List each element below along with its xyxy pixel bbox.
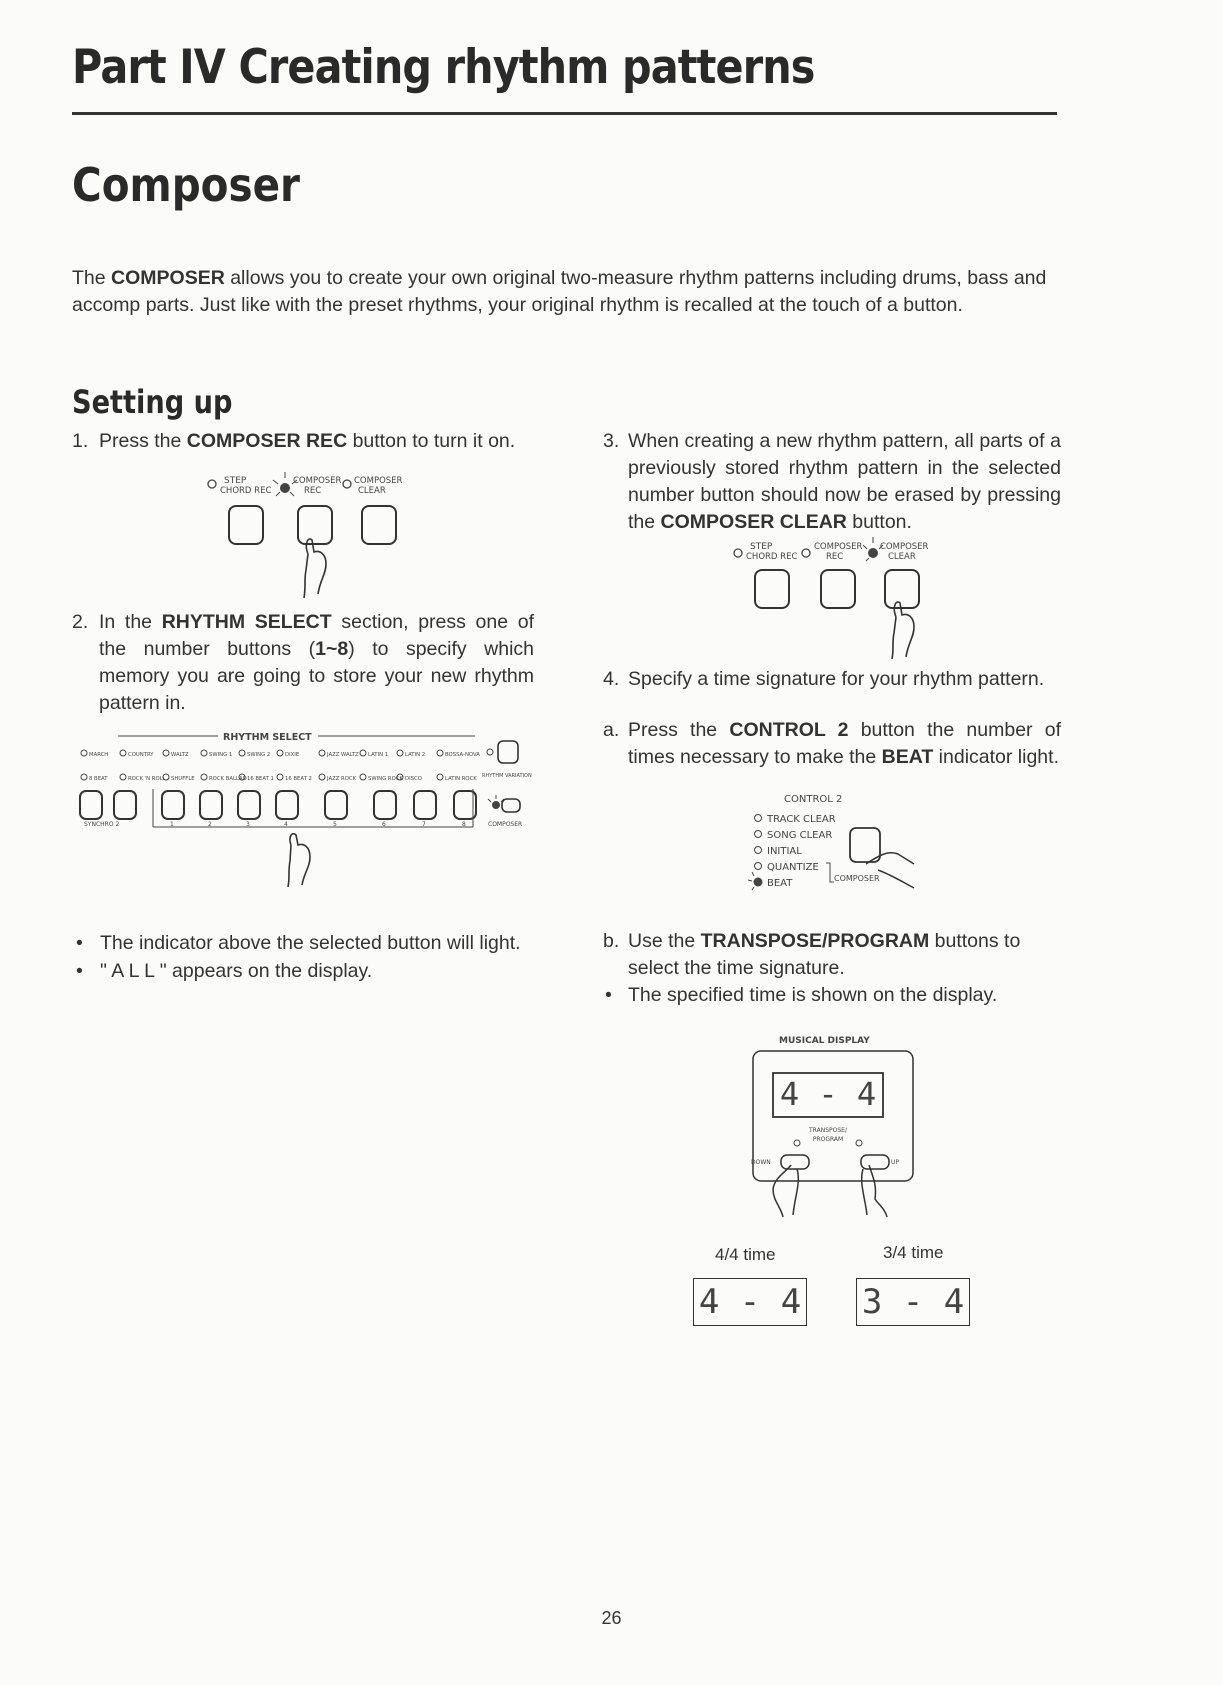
svg-text:SYNCHRO 2: SYNCHRO 2 xyxy=(84,821,120,828)
step-label: STEP xyxy=(224,476,247,486)
rec-label: REC xyxy=(304,486,322,496)
right-bullets xyxy=(603,982,1061,1008)
svg-text:DOWN: DOWN xyxy=(751,1159,771,1166)
svg-text:CLEAR: CLEAR xyxy=(888,552,916,562)
step-3: 3. When creating a new rhythm pattern, all parts of a previously stored rhythm pattern in the selected number button should now be erased by pressing the COMPOSER CLEAR button. xyxy=(603,430,1061,533)
composer-rec-button xyxy=(298,506,332,544)
svg-text:COUNTRY: COUNTRY xyxy=(128,752,154,758)
step-1: 1. Press the COMPOSER REC button to turn it on. xyxy=(72,430,516,452)
title-rule xyxy=(72,112,1057,115)
svg-text:MARCH: MARCH xyxy=(89,752,109,758)
svg-text:BOSSA-NOVA: BOSSA-NOVA xyxy=(445,752,480,758)
svg-text:COMPOSER: COMPOSER xyxy=(834,874,880,883)
svg-text:INITIAL: INITIAL xyxy=(767,846,802,857)
composer-panel-figure-2 xyxy=(730,537,960,662)
control2-button xyxy=(850,828,880,862)
svg-text:4: 4 xyxy=(284,821,288,828)
svg-text:ROCK 'N ROLL: ROCK 'N ROLL xyxy=(128,776,166,782)
time-label-44: 4/4 time xyxy=(715,1245,776,1264)
svg-text:SWING 1: SWING 1 xyxy=(209,752,233,758)
display-value: 4 - 4 xyxy=(779,1075,877,1113)
composer-panel-figure-1 xyxy=(200,470,430,610)
page-number: 26 xyxy=(601,1608,622,1628)
time-label-34: 3/4 time xyxy=(883,1243,944,1262)
step-4a: a. Press the CONTROL 2 button the number of times necessary to make the BEAT indicator light. xyxy=(603,719,1062,768)
svg-text:CHORD REC: CHORD REC xyxy=(746,552,798,562)
svg-text:LATIN 1: LATIN 1 xyxy=(368,752,389,758)
composer-clear-button xyxy=(362,506,396,544)
svg-text:8 BEAT: 8 BEAT xyxy=(89,776,108,782)
svg-text:COMPOSER: COMPOSER xyxy=(814,542,863,552)
svg-text:SWING 2: SWING 2 xyxy=(247,752,271,758)
svg-text:TRACK CLEAR: TRACK CLEAR xyxy=(767,814,836,825)
svg-text:16 BEAT 2: 16 BEAT 2 xyxy=(285,776,312,782)
svg-text:7: 7 xyxy=(422,821,426,828)
svg-text:STEP: STEP xyxy=(750,542,773,552)
svg-text:JAZZ ROCK: JAZZ ROCK xyxy=(327,776,357,782)
svg-text:DISCO: DISCO xyxy=(405,776,422,782)
rhythm-select-title: RHYTHM SELECT xyxy=(223,732,312,743)
step-4: 4. Specify a time signature for your rhythm pattern. xyxy=(603,668,1045,690)
musical-display-figure xyxy=(745,1033,925,1218)
left-bullets xyxy=(72,930,542,984)
svg-text:6: 6 xyxy=(382,821,386,828)
svg-text:COMPOSER: COMPOSER xyxy=(354,476,403,486)
svg-text:LATIN 2: LATIN 2 xyxy=(405,752,426,758)
composer-label: COMPOSER xyxy=(293,476,342,486)
svg-text:DIXIE: DIXIE xyxy=(285,752,300,758)
svg-text:BEAT: BEAT xyxy=(767,878,793,889)
bullet-item: • The specified time is shown on the display. xyxy=(605,984,998,1006)
svg-text:JAZZ WALTZ: JAZZ WALTZ xyxy=(327,752,359,758)
up-button xyxy=(861,1155,889,1169)
part-title: Part IV Creating rhythm patterns xyxy=(72,40,815,95)
chord-rec-label: CHORD REC xyxy=(220,486,272,496)
svg-text:ROCK BALLAD: ROCK BALLAD xyxy=(209,776,247,782)
svg-text:TRANSPOSE/: TRANSPOSE/ xyxy=(809,1127,847,1134)
control2-figure xyxy=(738,792,948,892)
bullet-item: • " A L L " appears on the display. xyxy=(76,960,373,982)
svg-text:RHYTHM VARIATION: RHYTHM VARIATION xyxy=(482,773,532,779)
svg-text:8: 8 xyxy=(462,821,466,828)
svg-text:WALTZ: WALTZ xyxy=(171,752,189,758)
svg-text:SHUFFLE: SHUFFLE xyxy=(171,776,195,782)
svg-text:16 BEAT 1: 16 BEAT 1 xyxy=(247,776,274,782)
svg-text:2: 2 xyxy=(208,821,212,828)
step-4b: b. Use the TRANSPOSE/PROGRAM buttons to select the time signature. xyxy=(603,930,1021,979)
svg-text:LATIN ROCK: LATIN ROCK xyxy=(445,776,477,782)
variation-button xyxy=(498,741,518,763)
svg-text:COMPOSER: COMPOSER xyxy=(488,821,523,828)
step-button xyxy=(229,506,263,544)
rhythm-select-figure xyxy=(78,725,548,920)
svg-text:CLEAR: CLEAR xyxy=(358,486,386,496)
svg-text:UP: UP xyxy=(891,1159,900,1166)
pressing-hand xyxy=(304,539,326,598)
intro-paragraph: The COMPOSER allows you to create your own original two-measure rhythm patterns including drums, bass and accomp parts. Just like with the preset rhythms, your original rhythm is recalled at the touch of a button. xyxy=(72,267,1047,316)
svg-text:SWING ROCK: SWING ROCK xyxy=(368,776,403,782)
bullet-item: • The indicator above the selected button will light. xyxy=(76,932,521,954)
setup-heading: Setting up xyxy=(72,383,233,421)
svg-text:5: 5 xyxy=(333,821,337,828)
control2-title: CONTROL 2 xyxy=(784,794,843,805)
svg-text:3: 3 xyxy=(246,821,250,828)
svg-text:PROGRAM: PROGRAM xyxy=(812,1136,844,1143)
musical-display-title: MUSICAL DISPLAY xyxy=(779,1036,870,1046)
svg-text:REC: REC xyxy=(826,552,844,562)
svg-text:COMPOSER: COMPOSER xyxy=(880,542,929,552)
pressing-hand-2 xyxy=(288,834,310,887)
time-display-44: 4 - 4 xyxy=(693,1278,807,1326)
time-display-34: 3 - 4 xyxy=(856,1278,970,1326)
down-button xyxy=(781,1155,809,1169)
section-title: Composer xyxy=(72,158,301,212)
step-2: 2. In the RHYTHM SELECT section, press one of the number buttons (1~8) to specify which memory you are going to store your new rhythm pattern in. xyxy=(72,611,534,714)
svg-text:1: 1 xyxy=(170,821,174,828)
svg-text:QUANTIZE: QUANTIZE xyxy=(767,862,819,873)
svg-text:SONG CLEAR: SONG CLEAR xyxy=(767,830,833,841)
